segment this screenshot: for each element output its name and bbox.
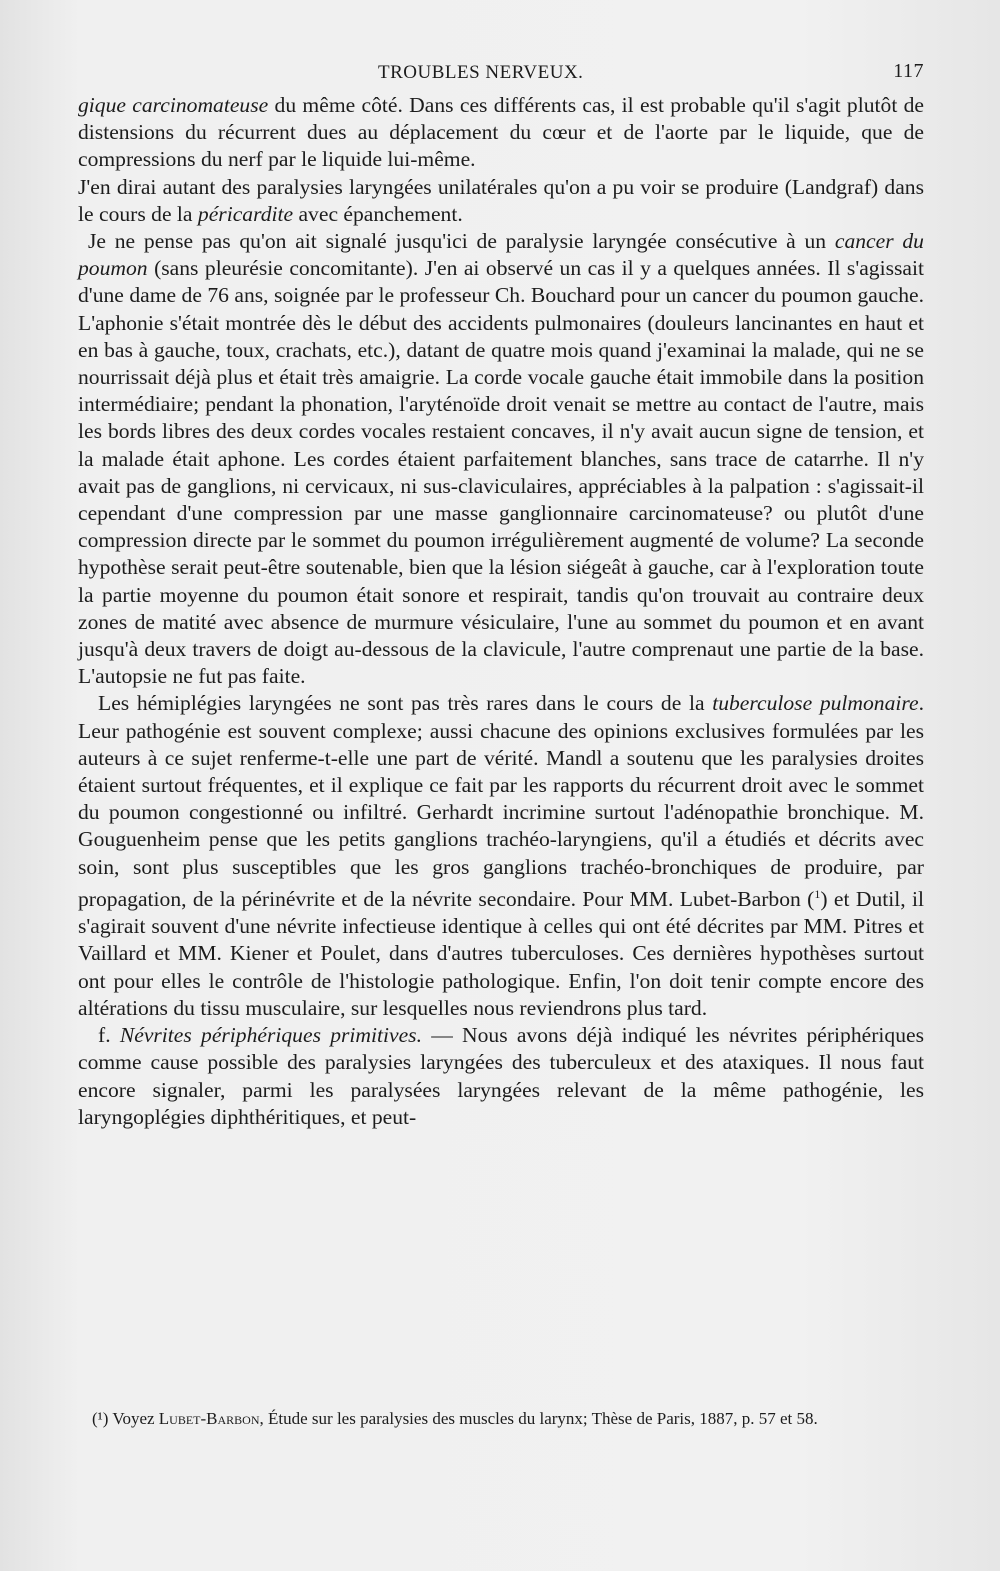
body-text [78,92,924,1131]
p2-text-a: J'en dirai autant des paralysies laryngées unilatérales qu'on a pu voir se produire (Landgraf) dans le cours de la [78,174,924,226]
running-head: TROUBLES NERVEUX. [378,62,584,83]
footnote-text-c: , 1887, p. 57 et 58. [690,1409,818,1428]
p4-text-a: Les hémiplégies laryngées ne sont pas très rares dans le cours de la [98,691,713,716]
paragraph-1 [78,92,924,174]
footnote-ref: 1 [814,886,821,901]
p3-italic: cancer du poumon [78,229,924,281]
paragraph-5 [78,1022,924,1131]
p5-text-a: f. [98,1023,120,1048]
paragraph-3 [78,228,924,690]
page-header [78,60,924,90]
p4-text-c: ) et Dutil, il s'agirait souvent d'une névrite infectieuse identique à celles qui ont été décrites par MM. Pitres et Vaillard et MM. Kiener et Poulet, dans d'autres tuberculoses. Ces dernières hypothèses surtout ont pour elles le contrôle de l'histologie pathologique. Enfin, l'on doit tenir compte encore des altérations du tissu musculaire, sur lesquelles nous reviendrons plus tard. [78,887,924,1020]
p2-italic: péricardite [197,201,294,226]
p4-text-b: . Leur pathogénie est souvent complexe; aussi chacune des opinions exclusives formulées par les auteurs à ce sujet renferme-t-elle une part de vérité. Mandl a soutenu que les paralysies droites étaient surtout fréquentes, et il explique ce fait par les rapports du récurrent droit avec le sommet du poumon congestionné ou infiltré. Gerhardt incrimine surtout l'adénopathie bronchique. M. Gouguenheim pense que les petits ganglions trachéo-laryngiens, qu'il a étudiés et décrits avec soin, sont plus susceptibles que les gros ganglions trachéo-bronchiques de produire, par propagation, de la périnévrite et de la névrite secondaire. Pour MM. Lubet-Barbon ( [78,691,924,912]
footnote-text-b: , Étude sur les paralysies des muscles du larynx; [259,1409,592,1428]
footnote-thesis: Thèse de Paris [591,1409,691,1428]
p3-text-b: (sans pleurésie concomitante). J'en ai observé un cas il y a quelques années. Il s'agissait d'une dame de 76 ans, soignée par le professeur Ch. Bouchard pour un cancer du poumon gauche. L'aphonie s'était montrée dès le début des accidents pulmonaires (douleurs lancinantes en haut et en bas à gauche, toux, crachats, etc.), datant de quatre mois quand j'examinai la malade, qui ne se nourrissait déjà plus et était très amaigrie. La corde vocale gauche était immobile dans la position intermédiaire; pendant la phonation, l'aryténoïde droit venait se mettre au contact de l'autre, mais les bords libres des deux cordes vocales restaient concaves, il n'y avait aucun signe de tension, et la malade était aphone. Les cordes étaient parfaitement blanches, sans trace de catarrhe. Il n'y avait pas de ganglions, ni cervicaux, ni sus-claviculaires, appréciables à la palpation : s'agissait-il cependant d'une compression par une masse ganglionnaire carcinomateuse? ou plutôt d'une compression directe par le sommet du poumon irrégulièrement augmenté de volume? La seconde hypothèse serait peut-être soutenable, bien que la lésion siégeât à gauche, car à l'exploration toute la partie moyenne du poumon était sonore et respirait, tandis qu'on trouvait au contraire deux zones de matité avec absence de murmure vésiculaire, l'une au sommet du poumon et en avant jusqu'à deux travers de doigt au-dessous de la clavicule, l'autre comprenaut une partie de la base. L'autopsie ne fut pas faite. [78,256,924,689]
p3-text-a: Je ne pense pas qu'on ait signalé jusqu'ici de paralysie laryngée consécutive à un [88,229,835,254]
p2-text-b: avec épanchement. [293,201,463,226]
p1-italic: gique carcinomateuse [78,93,269,117]
paragraph-4 [78,690,924,1022]
paragraph-2 [78,174,924,228]
p4-italic: tuberculose pulmonaire [712,691,919,716]
footnote-text-a: Voyez [108,1409,159,1428]
p1-text: du même côté. Dans ces différents cas, il est probable qu'il s'agit plutôt de distensions du récurrent dues au déplacement du cœur et de l'aorte par le liquide, que de compressions du nerf par le liquide lui-même. [78,93,925,172]
p5-italic: Névrites périphériques primitives. [119,1023,422,1048]
page-number: 117 [893,60,924,82]
footnote-marker: (¹) [92,1409,109,1428]
footnote [78,1408,924,1430]
footnote-author: Lubet-Barbon [158,1409,260,1428]
p5-text-b: — Nous avons déjà indiqué les névrites périphériques comme cause possible des paralysies laryngées des tuberculeux et des ataxiques. Il nous faut encore signaler, parmi les paralysées laryngées relevant de la même pathogénie, les laryngoplégies diphthéritiques, et peut- [78,1023,924,1129]
